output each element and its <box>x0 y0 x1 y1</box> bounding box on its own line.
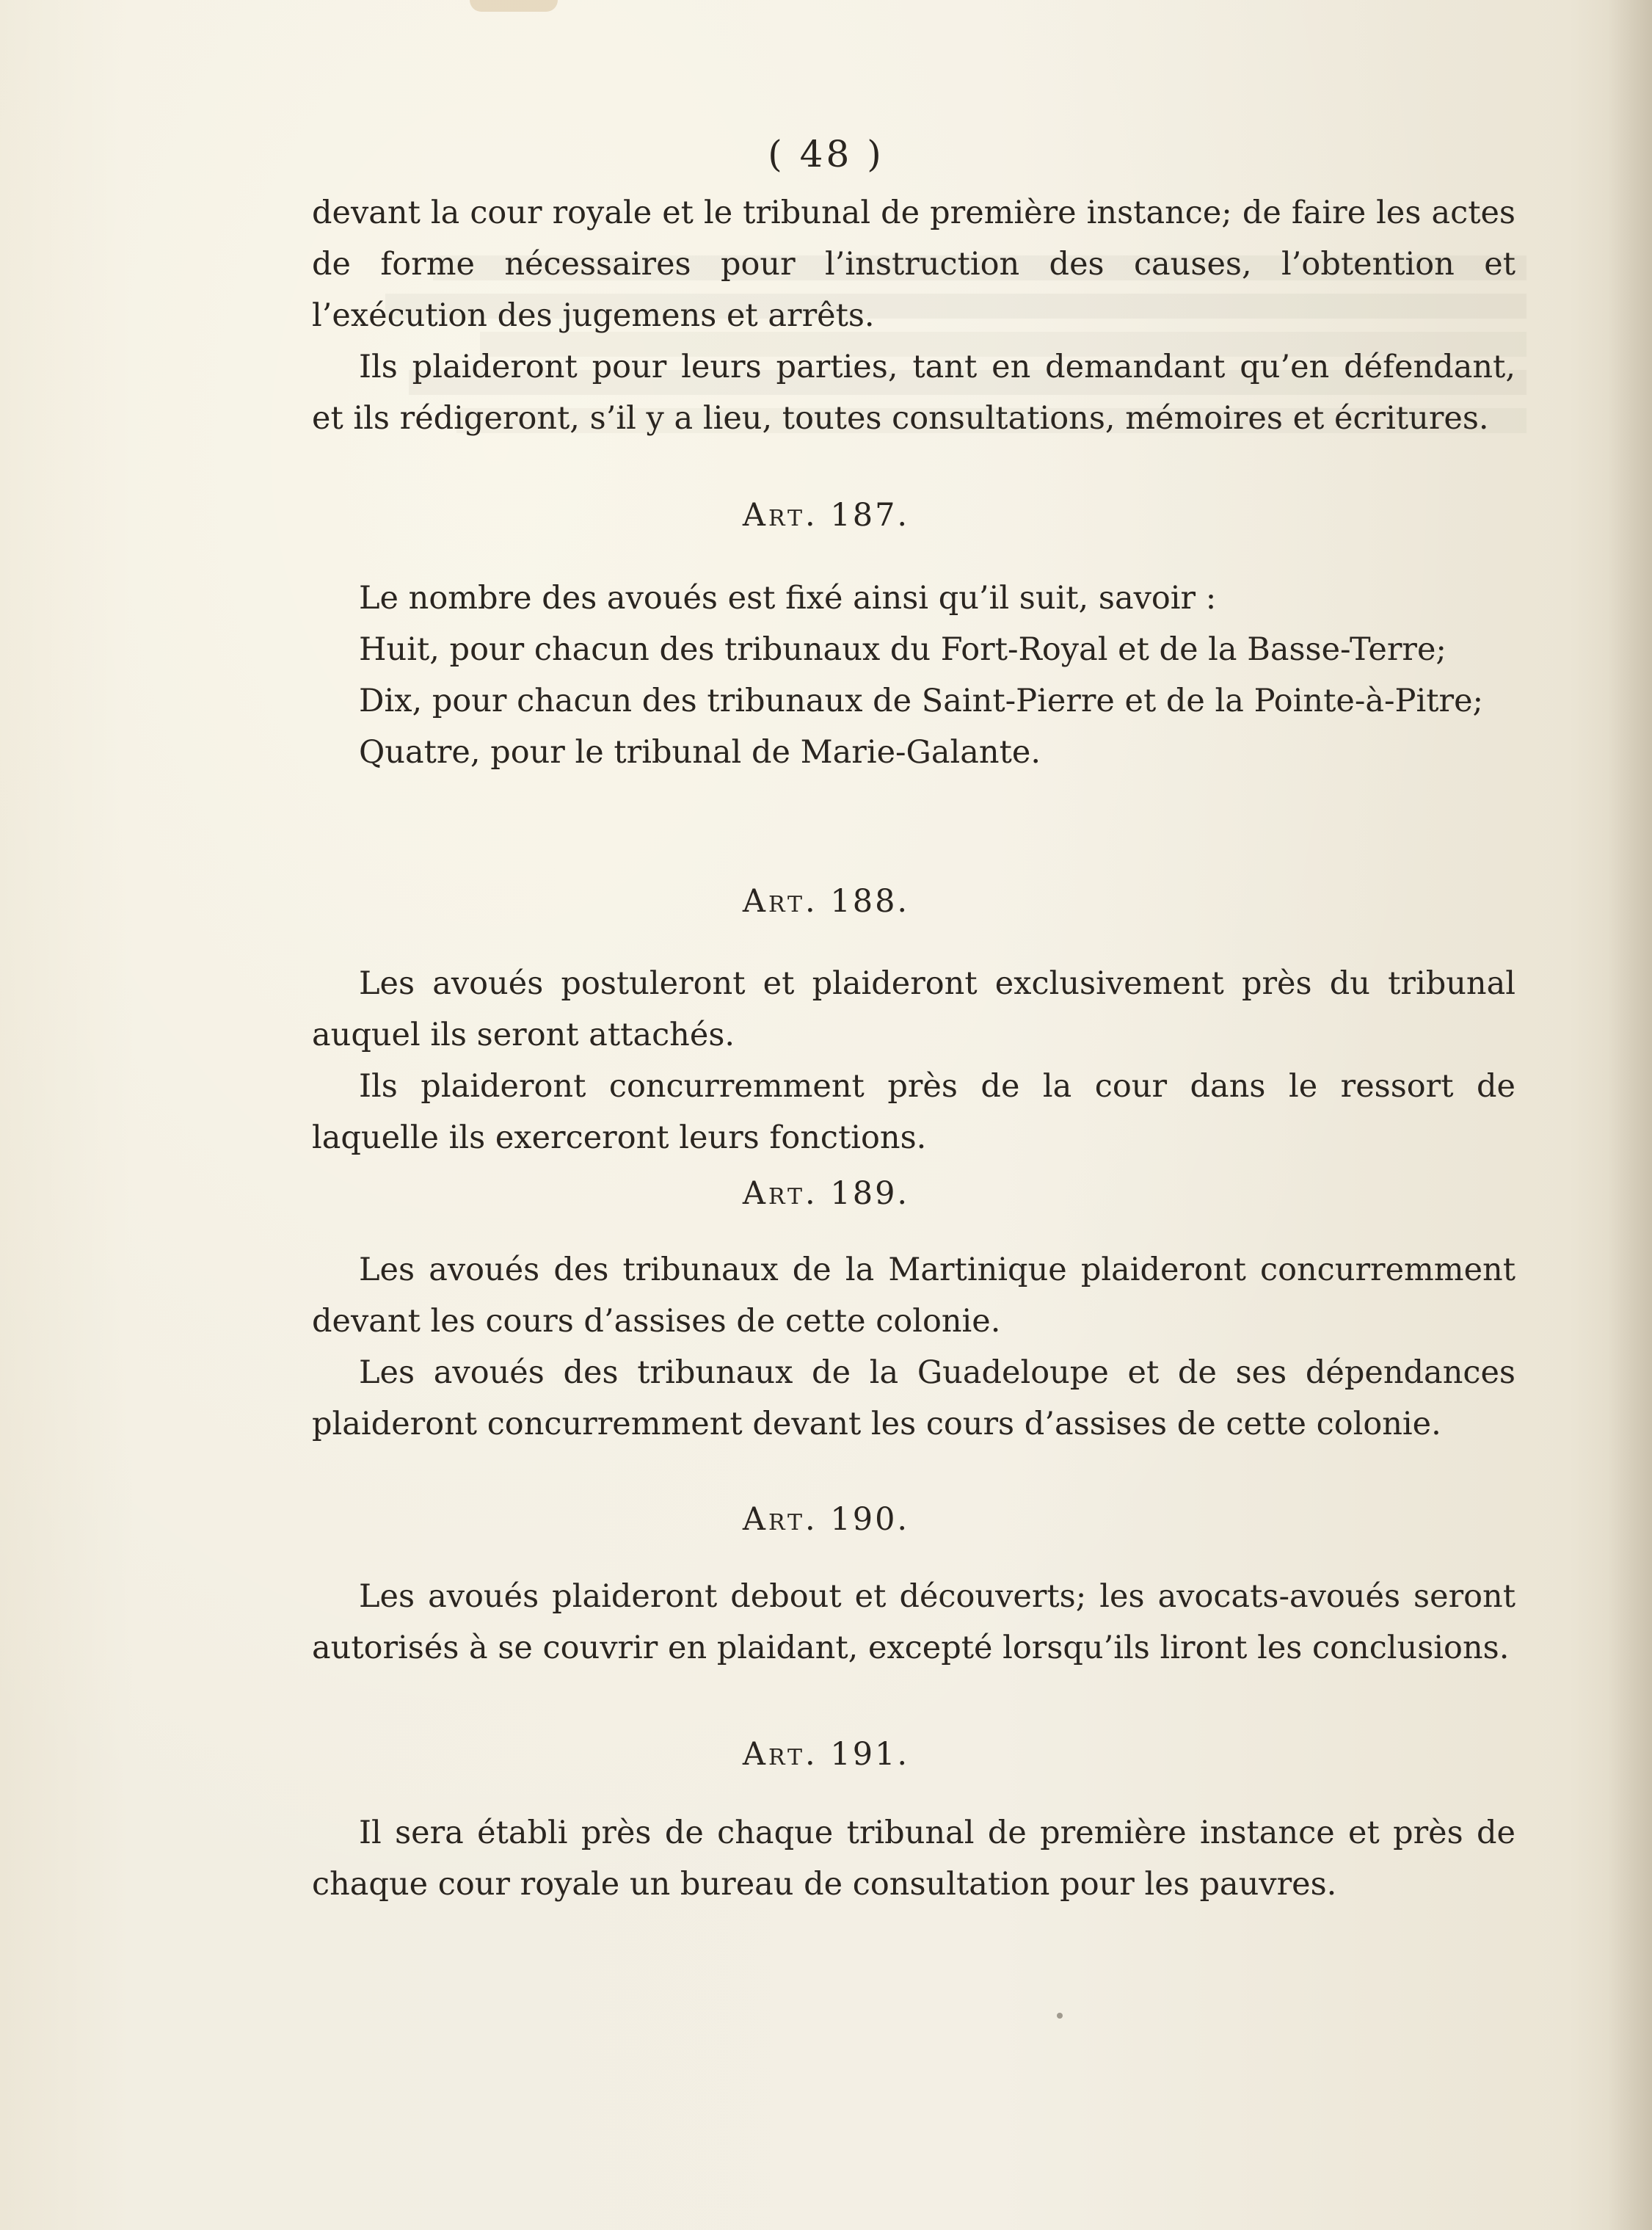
article-heading-189 <box>0 1172 1652 1216</box>
article-191-body <box>312 1807 1515 1910</box>
article-label: Art. <box>742 1501 818 1538</box>
paragraph: Le nombre des avoués est fixé ainsi qu’il suit, savoir : <box>359 580 1217 617</box>
article-number: 189. <box>830 1175 910 1212</box>
ink-speck <box>1057 2013 1063 2019</box>
paragraph: Huit, pour chacun des tribunaux du Fort-Royal et de la Basse-Terre; <box>359 631 1447 668</box>
paragraph: Quatre, pour le tribunal de Marie-Galante. <box>359 734 1041 771</box>
paragraph: Les avoués des tribunaux de la Martinique plaideront concurremment devant les cours d’assises de cette colonie. <box>312 1252 1515 1340</box>
article-number: 191. <box>830 1736 910 1773</box>
page-number: ( 48 ) <box>768 133 884 175</box>
opening-text <box>312 187 1515 444</box>
article-189-body <box>312 1244 1515 1450</box>
article-188-body <box>312 958 1515 1163</box>
paragraph: Les avoués plaideront debout et découverts; les avocats-avoués seront autorisés à se couvrir en plaidant, excepté lorsqu’ils liront les conclusions. <box>312 1578 1515 1666</box>
paragraph: devant la cour royale et le tribunal de première instance; de faire les actes de forme nécessaires pour l’instruction des causes, l’obtention et l’exécution des jugemens et arrêts. <box>312 195 1515 334</box>
article-190-body <box>312 1571 1515 1674</box>
paragraph: Les avoués postuleront et plaideront exclusivement près du tribunal auquel ils seront attachés. <box>312 965 1515 1053</box>
article-heading-191 <box>0 1732 1652 1776</box>
page-edge-shadow <box>1608 0 1652 2230</box>
article-heading-190 <box>0 1497 1652 1541</box>
paragraph: Ils plaideront concurremment près de la cour dans le ressort de laquelle ils exerceront leurs fonctions. <box>312 1068 1515 1156</box>
article-heading-188 <box>0 879 1652 923</box>
paragraph: Il sera établi près de chaque tribunal de première instance et près de chaque cour royale un bureau de consultation pour les pauvres. <box>312 1815 1515 1903</box>
article-label: Art. <box>742 497 818 534</box>
paragraph: Dix, pour chacun des tribunaux de Saint-Pierre et de la Pointe-à-Pitre; <box>359 683 1484 719</box>
article-number: 188. <box>830 883 910 920</box>
article-label: Art. <box>742 1736 818 1773</box>
article-number: 190. <box>830 1501 910 1538</box>
paragraph: Ils plaideront pour leurs parties, tant en demandant qu’en défendant, et ils rédigeront, s’il y a lieu, toutes consultations, mémoires et écritures. <box>312 349 1515 437</box>
article-187-body <box>312 573 1515 778</box>
article-label: Art. <box>742 883 818 920</box>
article-label: Art. <box>742 1175 818 1212</box>
paragraph: Les avoués des tribunaux de la Guadeloupe et de ses dépendances plaideront concurremment devant les cours d’assises de cette colonie. <box>312 1354 1515 1442</box>
article-number: 187. <box>830 497 910 534</box>
article-heading-187 <box>0 493 1652 537</box>
paper-stain <box>470 0 558 12</box>
